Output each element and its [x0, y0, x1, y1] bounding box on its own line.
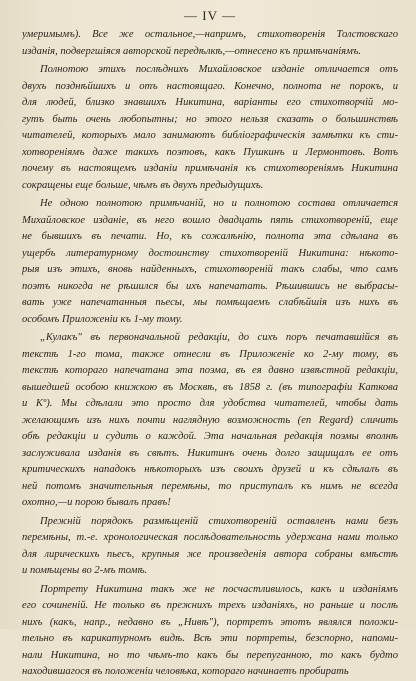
text-line: не бывшихъ въ печати. Но, къ сожалѣнію, полнота эта сдѣлана въ [22, 231, 398, 242]
text-line: тельно въ карикатурномъ видѣ. Всѣ эти портреты, безспорно, напоми- [22, 633, 398, 644]
text-line: для лирическихъ пьесъ, крупныя же произведенія автора собраны вмѣстѣ [22, 548, 398, 560]
text-line: и помѣщены во 2-мъ томѣ. [22, 565, 148, 576]
text-line: „Кулакъ" въ первоначальной редакціи, до сихъ поръ печатавшійся въ [40, 332, 398, 343]
text-body [22, 27, 398, 681]
text-line: почему въ настоящемъ изданіи примѣчанія къ стихотвореніямъ Никитина [22, 163, 398, 174]
page-number: — IV — [184, 8, 236, 23]
paragraph [22, 196, 398, 328]
text-line: текстѣ 1-го тома, также отнесли въ Приложеніе ко 2-му тому, въ [22, 348, 398, 360]
text-line: Портрету Никитина такъ же не посчастливилось, какъ и изданіямъ [40, 583, 398, 595]
text-line: заслуживала изданія въ свѣтъ. Никитинъ очень долго защищалъ ее отъ [22, 447, 398, 459]
paragraph [22, 330, 398, 512]
text-line: читателей, которыхъ мало занимаютъ библіографическія замѣтки къ сти- [22, 130, 398, 141]
text-line: Полнотою этихъ послѣднихъ Михайловское изданіе отличается отъ [40, 64, 398, 75]
text-line: нали Никитина, но то чѣмъ-то какъ бы перепуганною, то какъ будто [22, 649, 398, 661]
text-line: обѣ редакціи и судить о каждой. Эта начальная редакція поэмы вполнѣ [22, 431, 398, 442]
text-line: умеримымъ). Все же остальное,—напримъ, стихотворенія Толстовскаго [22, 29, 398, 40]
text-line: Прежній порядокъ размѣщеній стихотвореній оставленъ нами безъ [40, 515, 398, 527]
paragraph [22, 27, 398, 60]
text-line: для людей, близко знавшихъ Никитина, варіанты его стихотворчій мо- [22, 97, 398, 108]
text-line: вышедшей особою книжкою въ Москвѣ, въ 1858 г. (въ типографіи Каткова [22, 381, 398, 393]
text-line: Михайловское изданіе, въ него вошло двадцать пять стихотвореній, еще [22, 214, 398, 226]
text-line: гутъ быть очень любопытны; но этого нельзя сказать о большинствѣ [22, 113, 398, 125]
text-line: критическихъ нападокъ нѣкоторыхъ изъ своихъ друзей и къ сдѣлалъ въ [22, 464, 398, 475]
text-line: текстѣ которaго напечатана эта поэма, въ ея давно извѣстной редакціи, [22, 365, 398, 376]
text-line: двухъ позднѣйшихъ и отъ настоящаго. Конечно, полнота не порокъ, и [22, 80, 398, 92]
text-line: сокращены еще больше, чѣмъ въ двухъ предыдущихъ. [22, 179, 264, 191]
text-line: поэтъ никогда не рѣшился бы ихъ напечатать. Рѣшившись не выбрасы- [22, 280, 398, 292]
text-line: его сочиненій. Не только въ прежнихъ трехъ изданіяхъ, но раньше и послѣ [22, 600, 398, 611]
text-line: охотно,—и порою бывалъ правъ! [22, 497, 171, 508]
text-line: Не одною полнотою примѣчаній, но и полнотою состава отличается [40, 198, 398, 209]
text-line: особомъ Приложеніи къ 1-му тому. [22, 313, 183, 325]
paragraph [22, 582, 398, 681]
text-line: и Кº). Мы сдѣлали это просто для удобства читателей, чтобы дать [22, 398, 398, 409]
text-line: вать уже напечатанныя пьесы, мы помѣщаемъ слабѣйшія изъ нихъ въ [22, 297, 398, 308]
paragraph [22, 62, 398, 194]
text-line: нихъ (какъ, напр., недавно въ „Нивѣ"), портретъ этотъ являлся положи- [22, 616, 398, 628]
text-line: изданія, подвергшіяся авторской передѣлкѣ,—отнесено къ примѣчаніямъ. [22, 45, 361, 57]
text-line: перемѣны, т.-е. хронологическая послѣдовательность удержана нами только [22, 532, 398, 543]
text-line: рыя изъ этихъ, вновь найденныхъ, стихотвореній такъ слабы, что самъ [22, 264, 398, 275]
text-line: находившагося въ положеніи человѣка, которaго начинаетъ пробирать [22, 666, 349, 677]
text-line: желающимъ изъ нихъ почти наглядную возможность (en Regard) сличить [22, 414, 398, 426]
text-line: ней потомъ значительныя перемѣны, то приступалъ къ нимъ не всегда [22, 480, 398, 492]
text-line: хотвореніямъ даже такихъ поэтовъ, какъ Пушкинъ и Лермонтовъ. Вотъ [22, 146, 398, 158]
text-line: ущербъ литературному достоинству стихотвореній Никитина: нѣкото- [22, 247, 398, 259]
paragraph [22, 514, 398, 580]
